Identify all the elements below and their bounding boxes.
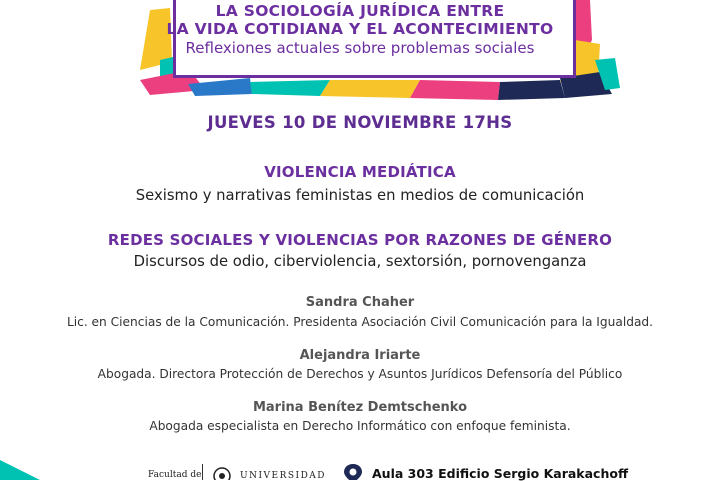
speaker-name-2: Alejandra Iriarte — [299, 348, 421, 363]
event-date: JUEVES 10 DE NOVIEMBRE 17HS — [207, 113, 513, 132]
university-label: UNIVERSIDAD — [240, 471, 327, 481]
speaker-name-1: Sandra Chaher — [305, 295, 415, 310]
speaker-role-1: Lic. en Ciencias de la Comunicación. Presidenta Asociación Civil Comunicación para la Igualdad. — [66, 315, 654, 329]
topic-description-1: Sexismo y narrativas feministas en medios de comunicación — [135, 187, 585, 204]
topic-title-1: VIOLENCIA MEDIÁTICA — [264, 163, 456, 181]
footer-divider — [202, 464, 203, 480]
faculty-label: Facultad de — [148, 470, 202, 480]
event-title-line2: LA VIDA COTIDIANA Y EL ACONTECIMIENTO — [166, 20, 554, 38]
speaker-role-3: Abogada especialista en Derecho Informático con enfoque feminista. — [149, 419, 571, 433]
pink-shape-bottom — [410, 80, 500, 100]
university-seal-icon — [212, 466, 232, 480]
event-location: Aula 303 Edificio Sergio Karakachoff — [372, 466, 629, 481]
speaker-role-2: Abogada. Directora Protección de Derechos y Asuntos Jurídicos Defensoría del Público — [97, 367, 623, 381]
event-title-line1: LA SOCIOLOGÍA JURÍDICA ENTRE — [215, 2, 505, 20]
teal-shape-bottom — [250, 80, 330, 96]
event-subtitle: Reflexiones actuales sobre problemas sociales — [185, 39, 535, 57]
yellow-shape-bottom — [320, 80, 420, 98]
speaker-name-3: Marina Benítez Demtschenko — [252, 400, 468, 415]
topic-description-2: Discursos de odio, ciberviolencia, sextorsión, pornovenganza — [133, 253, 587, 270]
map-pin-icon — [343, 463, 363, 480]
topic-title-2: REDES SOCIALES Y VIOLENCIAS POR RAZONES DE GÉNERO — [107, 231, 613, 249]
navy-shape-bottom — [498, 80, 565, 100]
teal-corner-shape — [0, 440, 60, 480]
